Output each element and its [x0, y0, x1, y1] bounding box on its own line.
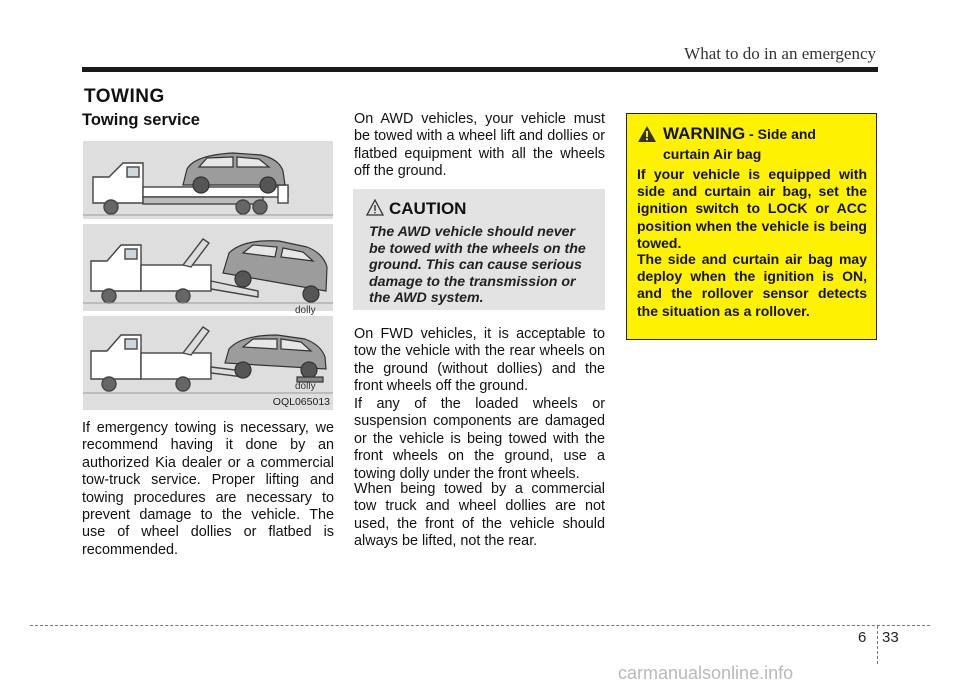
- caution-box: [353, 189, 605, 310]
- page-divider: [877, 626, 878, 664]
- subsection-title: Towing service: [82, 111, 200, 129]
- awd-paragraph: On AWD vehicles, your vehicle must be towed with a wheel lift and dollies or flatbed equipment with all the wheels off the ground.: [354, 111, 605, 180]
- header-rule: [82, 67, 878, 72]
- figure-code: OQL065013: [272, 396, 330, 408]
- section-title: TOWING: [84, 86, 165, 107]
- warning-triangle-icon: [637, 125, 657, 143]
- towing-illustration: [83, 141, 333, 410]
- commercial-paragraph: When being towed by a commercial tow truck and wheel dollies are not used, the front of the vehicle should always be lifted, not the rear.: [354, 481, 605, 550]
- left-paragraph: If emergency towing is necessary, we recommend having it done by an authorized Kia dealer or a commercial tow-truck service. Proper lifting and towing procedures are necessary to prevent damage to the vehicle. The use of wheel dollies or flatbed is recommended.: [82, 420, 334, 558]
- warning-subtitle-2: curtain Air bag: [663, 146, 762, 162]
- caution-triangle-icon: [366, 199, 384, 216]
- warning-title: [663, 124, 816, 144]
- damaged-paragraph: If any of the loaded wheels or suspension components are damaged or the vehicle is being towed with the front wheels on the ground, use a towing dolly under the front wheels.: [354, 396, 605, 482]
- dolly-label-top: dolly: [295, 305, 316, 316]
- caution-text: The AWD vehicle should never be towed with the wheels on the ground. This can cause serious damage to the transmission or the AWD system.: [369, 224, 586, 307]
- footer-rule: [30, 625, 930, 626]
- warning-subtitle-1: - Side and: [745, 126, 816, 142]
- warning-box: [626, 113, 877, 340]
- page-number: 33: [882, 629, 899, 646]
- running-header: What to do in an emergency: [684, 44, 876, 63]
- warning-text-2: The side and curtain air bag may deploy when the ignition is ON, and the rollover sensor detects the situation as a rollover.: [637, 251, 867, 319]
- towing-drawing: [83, 141, 333, 410]
- warning-title-text: WARNING: [663, 124, 746, 143]
- fwd-paragraph: On FWD vehicles, it is acceptable to tow the vehicle with the rear wheels on the ground (without dollies) and the front wheels off the ground.: [354, 326, 605, 395]
- warning-text-1: If your vehicle is equipped with side and curtain air bag, set the ignition switch to LOCK or ACC position when the vehicle is being towed.: [637, 166, 867, 251]
- dolly-label-bottom: dolly: [295, 381, 316, 392]
- chapter-number: 6: [858, 629, 867, 646]
- watermark: carmanualsonline.info: [618, 663, 794, 683]
- caution-title: CAUTION: [389, 199, 467, 218]
